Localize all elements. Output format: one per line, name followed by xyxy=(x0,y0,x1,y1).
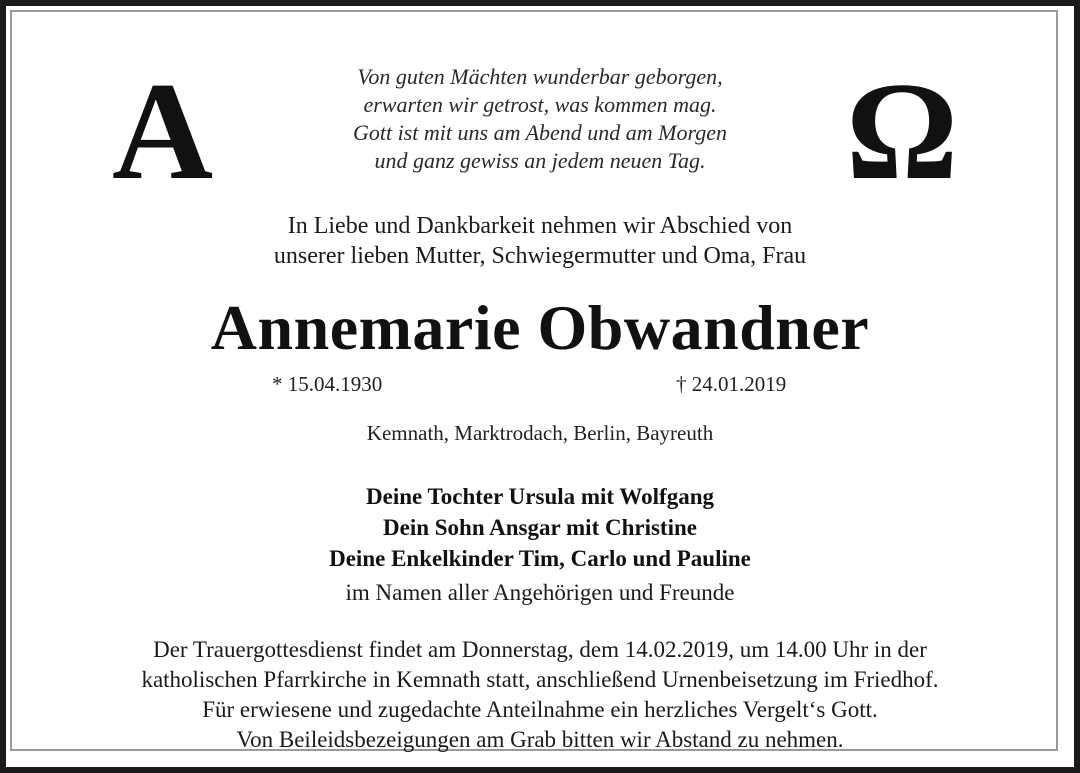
family-list xyxy=(0,481,1080,574)
intro-text xyxy=(0,211,1080,271)
family-line: Deine Enkelkinder Tim, Carlo und Pauline xyxy=(329,546,751,571)
deceased-name: Annemarie Obwandner xyxy=(210,292,870,363)
intro-line: In Liebe und Dankbarkeit nehmen wir Abschied von xyxy=(287,213,793,239)
birth-date: * 15.04.1930 xyxy=(272,372,383,396)
on-behalf-text: im Namen aller Angehörigen und Freunde xyxy=(345,580,735,605)
intro-line: unserer lieben Mutter, Schwiegermutter und Oma, Frau xyxy=(273,243,807,269)
places: Kemnath, Marktrodach, Berlin, Bayreuth xyxy=(366,421,714,445)
service-info xyxy=(0,635,1080,755)
service-line: katholischen Pfarrkirche in Kemnath statt, anschließend Urnenbeisetzung im Friedhof. xyxy=(141,667,939,692)
service-line: Für erwiesene und zugedachte Anteilnahme ein herzliches Vergelt‘s Gott. xyxy=(202,697,878,722)
family-line: Deine Tochter Ursula mit Wolfgang xyxy=(366,484,714,509)
poem xyxy=(0,63,1080,175)
death-date: † 24.01.2019 xyxy=(676,372,787,396)
alpha-symbol: A xyxy=(112,54,214,209)
family-line: Dein Sohn Ansgar mit Christine xyxy=(383,515,697,540)
poem-line: und ganz gewiss an jedem neuen Tag. xyxy=(374,148,706,173)
poem-line: Gott ist mit uns am Abend und am Morgen xyxy=(353,120,727,145)
omega-symbol: Ω xyxy=(846,54,959,209)
poem-line: Von guten Mächten wunderbar geborgen, xyxy=(357,64,723,89)
service-line: Von Beileidsbezeigungen am Grab bitten wir Abstand zu nehmen. xyxy=(236,727,844,752)
poem-line: erwarten wir getrost, was kommen mag. xyxy=(363,92,717,117)
service-line: Der Trauergottesdienst findet am Donnerstag, dem 14.02.2019, um 14.00 Uhr in der xyxy=(153,637,927,662)
